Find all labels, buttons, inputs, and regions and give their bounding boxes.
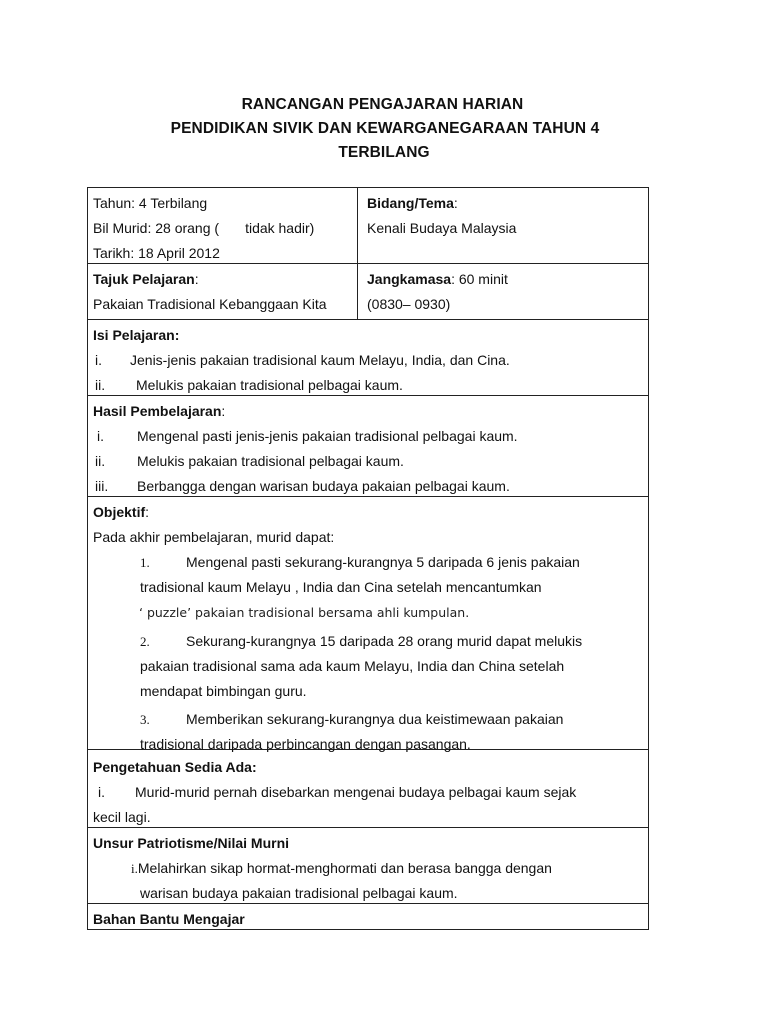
cell-hasil-pembelajaran: Hasil Pembelajaran: i. Mengenal pasti jenis-jenis pakaian tradisional pelbagai kaum. ii. Melukis pakaian tradisional pelbagai kaum. iii. Berbangga dengan warisan budaya pakaian pelbagai kaum. <box>88 396 649 497</box>
title-line-2: PENDIDIKAN SIVIK DAN KEWARGANEGARAAN TAHUN 4 <box>170 120 600 137</box>
cell-bahan <box>88 904 649 930</box>
list-item: i. Jenis-jenis pakaian tradisional kaum Melayu, India, dan Cina. <box>95 352 510 368</box>
table-row-isi <box>88 320 649 396</box>
tidak-hadir-text: tidak hadir) <box>245 220 315 236</box>
objektif-heading: Objektif <box>93 504 146 520</box>
list-item: ii. Melukis pakaian tradisional pelbagai kaum. <box>95 453 404 469</box>
list-item: i.Melahirkan sikap hormat-menghormati dan berasa bangga dengan <box>131 860 552 876</box>
bidang-value: Kenali Budaya Malaysia <box>367 220 517 236</box>
tahun-text: Tahun: 4 Terbilang <box>93 195 208 211</box>
cell-unsur <box>88 828 649 904</box>
cell-tajuk: Tajuk Pelajaran: Pakaian Tradisional Kebanggaan Kita <box>88 264 358 320</box>
bidang-label: Bidang/Tema <box>367 195 454 211</box>
bil-murid-text: Bil Murid: 28 orang ( <box>93 220 220 236</box>
table-row-bahan <box>88 904 649 930</box>
objective-item-1-line-3: ‘ puzzle’ pakaian tradisional bersama ahli kumpulan. <box>139 605 470 620</box>
objektif-intro: Pada akhir pembelajaran, murid dapat: <box>93 529 335 545</box>
objective-item-1: 1. Mengenal pasti sekurang-kurangnya 5 daripada 6 jenis pakaian <box>140 554 580 570</box>
objective-item-3: 3. Memberikan sekurang-kurangnya dua keistimewaan pakaian <box>140 711 564 727</box>
bil-murid-line <box>93 216 353 241</box>
objective-item-3-line-2: tradisional daripada perbincangan dengan pasangan. <box>140 736 471 752</box>
unsur-line-2: warisan budaya pakaian tradisional pelbagai kaum. <box>140 885 458 901</box>
table-row-hasil <box>88 396 649 497</box>
hasil-heading: Hasil Pembelajaran <box>93 403 222 419</box>
list-item: iii. Berbangga dengan warisan budaya pakaian pelbagai kaum. <box>95 478 510 494</box>
table-row-tajuk <box>88 264 649 320</box>
list-item: ii. Melukis pakaian tradisional pelbagai kaum. <box>95 377 403 393</box>
isi-heading: Isi Pelajaran: <box>93 327 180 343</box>
jangkamasa-label: Jangkamasa <box>367 271 452 287</box>
table-row-objektif <box>88 497 649 750</box>
masa-value: (0830– 0930) <box>367 296 451 312</box>
list-item: i. Murid-murid pernah disebarkan mengenai budaya pelbagai kaum sejak <box>98 784 577 800</box>
table-row-pengetahuan <box>88 750 649 828</box>
bahan-heading: Bahan Bantu Mengajar <box>93 911 245 927</box>
tajuk-label: Tajuk Pelajaran <box>93 271 195 287</box>
table-row-unsur <box>88 828 649 904</box>
table-row-info <box>88 188 649 264</box>
jangkamasa-value: : 60 minit <box>451 271 508 287</box>
cell-jangkamasa <box>358 264 649 320</box>
cell-class-info <box>88 188 358 264</box>
cell-bidang: Bidang/Tema: Kenali Budaya Malaysia <box>358 188 649 264</box>
unsur-heading: Unsur Patriotisme/Nilai Murni <box>93 835 290 851</box>
objective-item-2-line-2: pakaian tradisional sama ada kaum Melayu, India dan China setelah <box>140 658 565 674</box>
title-line-1: RANCANGAN PENGAJARAN HARIAN <box>241 96 524 113</box>
pengetahuan-heading: Pengetahuan Sedia Ada: <box>93 759 257 775</box>
pengetahuan-line-2: kecil lagi. <box>93 809 151 825</box>
title-line-3: TERBILANG <box>338 144 430 161</box>
objective-item-2: 2. Sekurang-kurangnya 15 daripada 28 orang murid dapat melukis <box>140 633 583 649</box>
cell-isi-pelajaran <box>88 320 649 396</box>
document-title <box>0 93 768 165</box>
cell-objektif: Objektif: Pada akhir pembelajaran, murid dapat: 1. Mengenal pasti sekurang-kurangnya 5 daripada 6 jenis pakaian tradisional kaum Melayu , India dan Cina setelah mencantumkan ‘ puzzle’ pakaian tradisional bersama ahli kumpulan. 2. Sekurang-kurangnya 15 daripada 28 orang murid dapat melukis pakaian tradisional sama ada kaum Melayu, India dan China setelah mendapat bimbingan guru. 3. Memberikan sekurang-kurangnya dua keistimewaan pakaian tradisional daripada perbincangan dengan pasangan. <box>88 497 649 750</box>
cell-pengetahuan <box>88 750 649 828</box>
tarikh-text: Tarikh: 18 April 2012 <box>93 245 220 261</box>
objective-item-2-line-3: mendapat bimbingan guru. <box>140 683 307 699</box>
list-item: i. Mengenal pasti jenis-jenis pakaian tradisional pelbagai kaum. <box>97 428 518 444</box>
lesson-plan-table <box>87 187 649 930</box>
tajuk-value: Pakaian Tradisional Kebanggaan Kita <box>93 296 327 312</box>
objective-item-1-line-2: tradisional kaum Melayu , India dan Cina setelah mencantumkan <box>140 579 542 595</box>
